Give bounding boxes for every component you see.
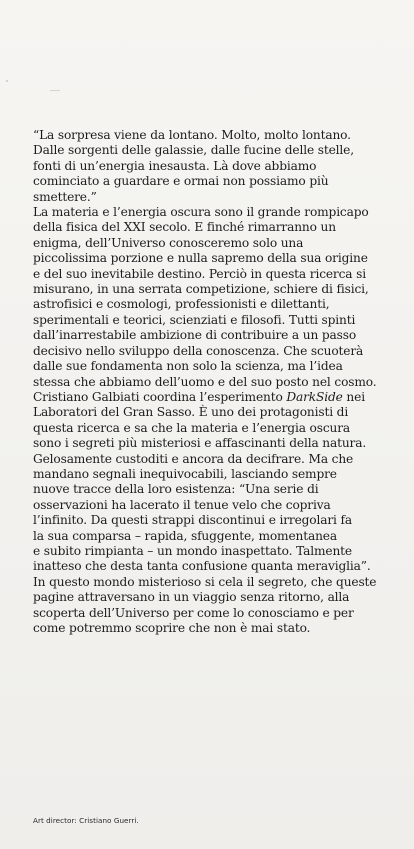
main-line: e subito rimpianta – un mondo inaspettato. Talmente [33,543,352,558]
paper-mark [50,90,60,91]
quote-line: “La sorpresa viene da lontano. Molto, molto lontano. [33,128,351,142]
main-line: astrofisici e cosmologi, professionisti e dilettanti, [33,297,330,312]
main-line [33,390,403,405]
main-line: misurano, in una serrata competizione, schiere di fisici, [33,282,369,297]
main-line: mandano segnali inequivocabili, lasciando sempre [33,466,337,481]
experiment-name: DarkSide [286,389,343,404]
main-line: e del suo inevitabile destino. Perciò in questa ricerca si [33,266,366,281]
main-line: questa ricerca e sa che la materia e l’energia oscura [33,420,350,435]
main-line: La materia e l’energia oscura sono il grande rompicapo [33,205,369,220]
main-line: della fisica del XXI secolo. E finché rimarranno un [33,220,336,235]
main-line: enigma, dell’Universo conosceremo solo una [33,235,304,250]
main-line: sperimentali e teorici, scienziati e filosofi. Tutti spinti [33,312,356,327]
main-line: inatteso che desta tanta confusione quanta meraviglia”. [33,559,371,574]
main-line: scoperta dell’Universo per come lo conosciamo e per [33,605,354,620]
main-line: pagine attraversano in un viaggio senza ritorno, alla [33,590,350,605]
art-director-credit: Art director: Cristiano Guerri. [33,816,139,825]
main-line: sono i segreti più misteriosi e affascinanti della natura. [33,436,367,451]
main-paragraph [33,205,403,636]
text-segment: Cristiano Galbiati coordina l’esperimento [33,389,287,404]
main-line: stessa che abbiamo dell’uomo e del suo posto nel cosmo. [33,374,377,389]
quote-line: cominciato a guardare e ormai non possiamo più [33,174,329,189]
main-line: osservazioni ha lacerato il tenue velo che copriva [33,497,331,512]
main-line: Gelosamente custoditi e ancora da decifrare. Ma che [33,451,354,466]
opening-quote-paragraph [33,128,403,205]
main-line: piccolissima porzione e nulla sapremo della sua origine [33,251,368,266]
main-line: nuove tracce della loro esistenza: “Una serie di [33,482,319,497]
paper-speck [6,80,8,82]
main-line: decisivo nello sviluppo della conoscenza. Che scuoterà [33,343,364,358]
main-line: la sua comparsa – rapida, sfuggente, momentanea [33,528,337,543]
blurb-text [33,128,403,636]
main-line: Laboratori del Gran Sasso. È uno dei protagonisti di [33,405,349,420]
main-line: dall’inarrestabile ambizione di contribuire a un passo [33,328,357,343]
main-line: come potremmo scoprire che non è mai stato. [33,621,311,635]
quote-line: fonti di un’energia inesausta. Là dove abbiamo [33,158,317,173]
quote-line: Dalle sorgenti delle galassie, dalle fucine delle stelle, [33,143,354,158]
main-line: dalle sue fondamenta non solo la scienza, ma l’idea [33,359,343,374]
text-segment: nei [342,389,365,404]
quote-line: smettere.” [33,189,97,204]
main-line: l’infinito. Da questi strappi discontinui e irregolari fa [33,513,352,528]
main-line: In questo mondo misterioso si cela il segreto, che queste [33,574,377,589]
